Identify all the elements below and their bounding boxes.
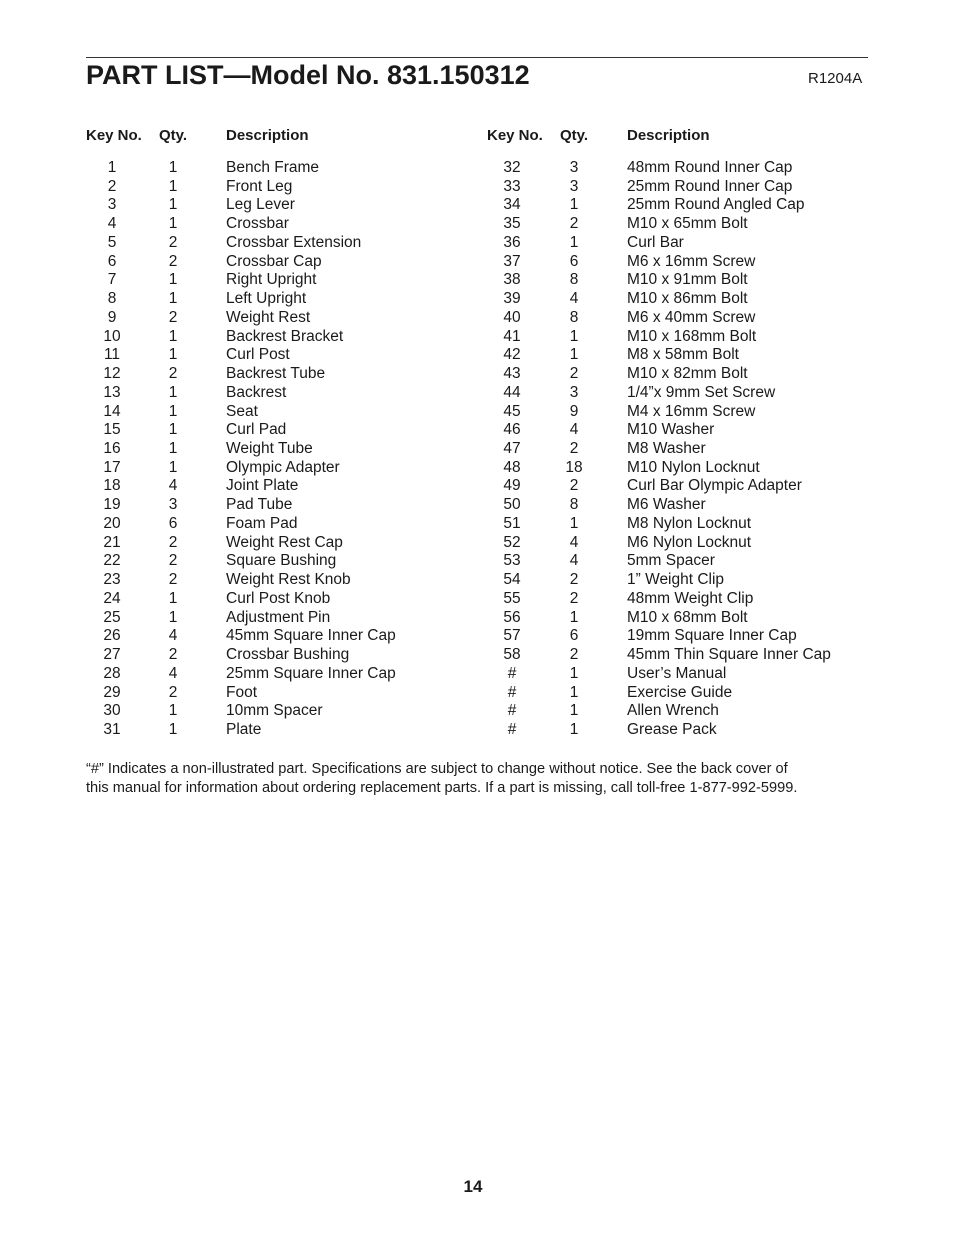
qty: 2 [569, 646, 579, 664]
qty: 1 [168, 702, 178, 720]
description: Curl Post [226, 346, 290, 364]
key-no: 45 [503, 402, 521, 420]
description: 19mm Square Inner Cap [627, 627, 797, 645]
description: Curl Pad [226, 421, 287, 439]
qty: 4 [569, 552, 579, 570]
description: Curl Bar [627, 233, 684, 251]
qty: 1 [569, 664, 579, 682]
description: Weight Tube [226, 440, 313, 458]
qty: 4 [168, 627, 178, 645]
description: M6 x 40mm Screw [627, 308, 756, 326]
left-desc-header: Description [226, 127, 309, 144]
description: Grease Pack [627, 721, 717, 739]
page-title: PART LIST—Model No. 831.150312 [86, 60, 530, 90]
key-no: 29 [103, 683, 121, 701]
qty: 4 [569, 421, 579, 439]
key-no: 52 [503, 533, 521, 551]
qty: 6 [168, 514, 178, 532]
description: M10 x 68mm Bolt [627, 608, 748, 626]
description: Backrest Bracket [226, 327, 344, 345]
description: 25mm Round Inner Cap [627, 177, 793, 195]
right-desc-header: Description [627, 127, 710, 144]
description: M8 x 58mm Bolt [627, 346, 739, 364]
description: Curl Bar Olympic Adapter [627, 477, 802, 495]
qty: 1 [168, 421, 178, 439]
key-no: 10 [103, 327, 121, 345]
description: Foam Pad [226, 514, 298, 532]
qty: 2 [168, 308, 178, 326]
key-no: 47 [503, 440, 521, 458]
qty: 1 [569, 608, 579, 626]
description: Backrest Tube [226, 365, 326, 383]
qty: 1 [569, 346, 579, 364]
key-no: 14 [103, 402, 121, 420]
key-no: 32 [503, 159, 521, 176]
description: Pad Tube [226, 496, 293, 514]
qty: 1 [168, 383, 178, 401]
key-no: 57 [503, 627, 521, 645]
qty: 6 [569, 627, 579, 645]
key-no: # [507, 683, 517, 701]
key-no: 35 [503, 215, 521, 233]
key-no: 28 [103, 664, 121, 682]
qty: 2 [168, 646, 178, 664]
page-number: 14 [463, 1177, 483, 1196]
qty: 2 [569, 571, 579, 589]
key-no: 39 [503, 290, 521, 308]
description: M10 x 82mm Bolt [627, 365, 748, 383]
key-no: 43 [503, 365, 521, 383]
key-no: 12 [103, 365, 121, 383]
qty: 2 [168, 533, 178, 551]
qty: 2 [168, 571, 178, 589]
qty: 1 [168, 327, 178, 345]
key-no: 31 [103, 721, 121, 739]
qty: 2 [569, 215, 579, 233]
description: 45mm Square Inner Cap [226, 627, 396, 645]
qty: 1 [168, 346, 178, 364]
key-no: 49 [503, 477, 521, 495]
key-no: 21 [103, 533, 121, 551]
qty: 1 [168, 440, 178, 458]
description: Left Upright [226, 290, 307, 308]
description: M6 Washer [627, 496, 706, 514]
description: Front Leg [226, 177, 293, 195]
qty: 1 [569, 721, 579, 739]
key-no: 19 [103, 496, 121, 514]
description: Backrest [226, 383, 287, 401]
description: Weight Rest [226, 308, 311, 326]
description: M6 Nylon Locknut [627, 533, 752, 551]
description: M8 Nylon Locknut [627, 514, 752, 532]
key-no: 8 [107, 290, 117, 308]
key-no: 40 [503, 308, 521, 326]
qty: 4 [569, 533, 579, 551]
qty: 1 [168, 608, 178, 626]
qty: 3 [569, 159, 579, 176]
key-no: # [507, 664, 517, 682]
description: 1” Weight Clip [627, 571, 725, 589]
key-no: 37 [503, 252, 521, 270]
description: Seat [226, 402, 258, 420]
qty: 18 [565, 458, 583, 476]
description: Curl Post Knob [226, 589, 331, 607]
description: M10 Nylon Locknut [627, 458, 760, 476]
description: M10 x 65mm Bolt [627, 215, 748, 233]
qty: 1 [569, 702, 579, 720]
qty: 9 [569, 402, 579, 420]
header-rule [86, 57, 868, 58]
description: M10 x 168mm Bolt [627, 327, 757, 345]
key-no: 4 [107, 215, 117, 233]
qty: 4 [168, 664, 178, 682]
description: Olympic Adapter [226, 458, 340, 476]
description: 25mm Square Inner Cap [226, 664, 396, 682]
key-no: 22 [103, 552, 121, 570]
description: 25mm Round Angled Cap [627, 196, 805, 214]
key-no: 56 [503, 608, 521, 626]
qty: 3 [569, 383, 579, 401]
qty: 1 [168, 721, 178, 739]
key-no: 51 [503, 514, 521, 532]
qty: 1 [168, 271, 178, 289]
description: 48mm Weight Clip [627, 589, 754, 607]
key-no: 2 [107, 177, 117, 195]
qty: 2 [569, 365, 579, 383]
key-no: 36 [503, 233, 521, 251]
key-no: 33 [503, 177, 521, 195]
description: Crossbar Extension [226, 233, 362, 251]
qty: 1 [168, 196, 178, 214]
key-no: 34 [503, 196, 521, 214]
key-no: 30 [103, 702, 121, 720]
qty: 8 [569, 271, 579, 289]
key-no: 48 [503, 458, 521, 476]
key-no: 16 [103, 440, 121, 458]
description: Bench Frame [226, 159, 320, 176]
qty: 8 [569, 496, 579, 514]
description: M4 x 16mm Screw [627, 402, 756, 420]
qty: 1 [168, 159, 178, 176]
key-no: # [507, 702, 517, 720]
description: Right Upright [226, 271, 317, 289]
qty: 4 [168, 477, 178, 495]
description: M6 x 16mm Screw [627, 252, 756, 270]
qty: 3 [569, 177, 579, 195]
key-no: 13 [103, 383, 121, 401]
qty: 1 [168, 215, 178, 233]
description: 48mm Round Inner Cap [627, 159, 793, 176]
left-key-header: Key No. [86, 127, 142, 144]
key-no: # [507, 721, 517, 739]
footnote-line-2: this manual for information about ordering replacement parts. If a part is missing, call toll-free 1-877-992-5999. [86, 780, 798, 796]
key-no: 24 [103, 589, 121, 607]
key-no: 25 [103, 608, 121, 626]
description: User’s Manual [627, 664, 727, 682]
qty: 2 [569, 589, 579, 607]
key-no: 55 [503, 589, 521, 607]
key-no: 38 [503, 271, 521, 289]
qty: 2 [569, 440, 579, 458]
qty: 2 [168, 233, 178, 251]
description: Weight Rest Knob [226, 571, 351, 589]
description: Crossbar [226, 215, 289, 233]
qty: 3 [168, 496, 178, 514]
description: M8 Washer [627, 440, 706, 458]
key-no: 15 [103, 421, 121, 439]
key-no: 54 [503, 571, 521, 589]
qty: 4 [569, 290, 579, 308]
description: Leg Lever [226, 196, 295, 214]
description: Adjustment Pin [226, 608, 331, 626]
key-no: 18 [103, 477, 121, 495]
key-no: 23 [103, 571, 121, 589]
footnote-line-1: “#” Indicates a non-illustrated part. Specifications are subject to change without notice. See the back cover of [86, 761, 788, 777]
key-no: 27 [103, 646, 121, 664]
description: 1/4”x 9mm Set Screw [627, 383, 776, 401]
key-no: 1 [107, 159, 117, 176]
qty: 2 [168, 252, 178, 270]
qty: 1 [569, 327, 579, 345]
description: Crossbar Cap [226, 252, 322, 270]
key-no: 41 [503, 327, 521, 345]
footnote [86, 760, 876, 798]
description: Weight Rest Cap [226, 533, 343, 551]
qty: 1 [569, 196, 579, 214]
qty: 8 [569, 308, 579, 326]
key-no: 53 [503, 552, 521, 570]
description: Foot [226, 683, 258, 701]
description: Square Bushing [226, 552, 337, 570]
key-no: 42 [503, 346, 521, 364]
qty: 2 [168, 552, 178, 570]
document-code: R1204A [808, 70, 863, 87]
key-no: 11 [103, 346, 121, 364]
qty: 1 [569, 514, 579, 532]
qty: 2 [168, 683, 178, 701]
qty: 6 [569, 252, 579, 270]
qty: 1 [569, 683, 579, 701]
right-key-header: Key No. [487, 127, 543, 144]
qty: 2 [168, 365, 178, 383]
description: M10 x 91mm Bolt [627, 271, 748, 289]
key-no: 50 [503, 496, 521, 514]
description: Exercise Guide [627, 683, 733, 701]
description: 5mm Spacer [627, 552, 715, 570]
key-no: 20 [103, 514, 121, 532]
qty: 1 [168, 177, 178, 195]
key-no: 26 [103, 627, 121, 645]
description: 10mm Spacer [226, 702, 323, 720]
description: M10 Washer [627, 421, 715, 439]
description: M10 x 86mm Bolt [627, 290, 748, 308]
qty: 2 [569, 477, 579, 495]
key-no: 9 [107, 308, 117, 326]
description: Allen Wrench [627, 702, 719, 720]
key-no: 3 [107, 196, 117, 214]
qty: 1 [569, 233, 579, 251]
description: 45mm Thin Square Inner Cap [627, 646, 831, 664]
qty: 1 [168, 290, 178, 308]
right-qty-header: Qty. [560, 127, 589, 144]
qty: 1 [168, 589, 178, 607]
description: Plate [226, 721, 262, 739]
left-qty-header: Qty. [159, 127, 188, 144]
key-no: 6 [107, 252, 117, 270]
qty: 1 [168, 402, 178, 420]
key-no: 17 [103, 458, 121, 476]
key-no: 5 [107, 233, 117, 251]
key-no: 46 [503, 421, 521, 439]
key-no: 58 [503, 646, 521, 664]
key-no: 7 [107, 271, 117, 289]
qty: 1 [168, 458, 178, 476]
key-no: 44 [503, 383, 521, 401]
description: Crossbar Bushing [226, 646, 350, 664]
description: Joint Plate [226, 477, 299, 495]
